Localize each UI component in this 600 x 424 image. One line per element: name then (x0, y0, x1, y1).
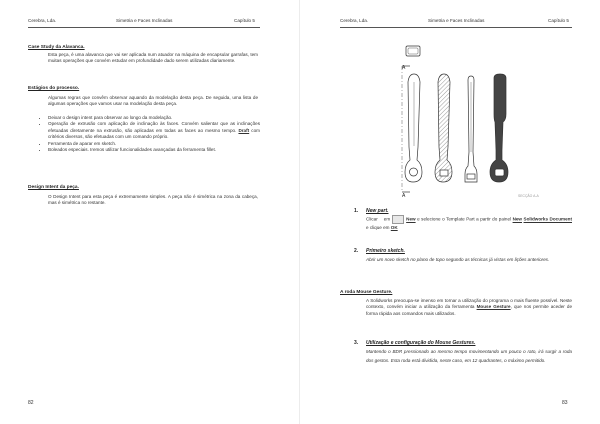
page-number: 82 (28, 400, 34, 406)
header-rule (28, 27, 260, 28)
header-chapter-title: Simetria e Faces Inclinadas (116, 18, 173, 23)
step-3-title: 3. Utilização e configuração do Mouse Gestures. (354, 340, 476, 346)
strategy-item: • Deixar o design intent para observar ao longo da modelação. (48, 115, 260, 121)
design-intent-heading: Design Intent da peça. (28, 185, 79, 190)
strategies-intro: Algumas regras que convêm observar aquando da modelação desta peça. De seguida, uma lista de algumas operações que vamos usar na modelação desta peça. (48, 95, 258, 107)
header-author: Cerebra, Lda. (28, 18, 57, 23)
right-page (300, 0, 600, 424)
header-author: Cerebra, Lda. (340, 18, 369, 23)
step-2-body: Abrir um novo sketch no plano de topo segundo as técnicas já vistas em lições anteriores. (366, 257, 550, 262)
section-label-top: A (402, 65, 406, 71)
mouse-gesture-body: A Solidworks preocupa-se imenso em tornar a utilização do programa o mais fluente possível. Neste contexto, convém iniciar a utilização da ferramenta Mouse Gesture, que nos permite aceder de forma rápida aos comandos mais utilizados. (366, 298, 573, 316)
lever-side-view (405, 74, 422, 182)
page-number: 83 (562, 400, 568, 406)
new-document-icon (392, 215, 404, 224)
strategies-heading: Estágios do processo. (28, 86, 80, 91)
mouse-gesture-keyword: Mouse Gesture (476, 304, 511, 310)
header-chapter: Capítulo 5 (548, 18, 569, 23)
mouse-gesture-heading: A roda Mouse Gesture. (340, 290, 393, 295)
strategy-item: • Boleados especiais. Iremos utilizar funcionalidades avançadas da ferramenta fillet. (48, 147, 260, 153)
step-3-body: Mantendo o BDR pressionado ao mesmo tempo movimentando um pouco o rato, irá surgir a roda dos gestos. Esta roda está dividida, neste caso, em 12 quadrantes, o máximo permitido. (366, 349, 572, 363)
figure-caption: SECÇÃO A-A (518, 194, 539, 198)
section-label-bottom: A (402, 193, 406, 199)
header-rule (340, 27, 572, 28)
case-study-heading: Case Study da Alavanca. (28, 45, 85, 50)
lever-section-view (435, 74, 452, 182)
lever-narrow-view (465, 76, 477, 182)
step-1-title: 1. New part. (354, 208, 389, 214)
header-chapter: Capítulo 5 (234, 18, 255, 23)
strategy-item: • Ferramenta de aparar em sketch. (48, 141, 260, 147)
lever-drawing (398, 42, 528, 202)
case-study-body: Esta peça, é uma alavanca que vai ser aplicada num atuador na máquina de encapsular garrafas, tem muitas operações que convém estudar em profundidade dado serem utilizadas diariamente. (48, 52, 258, 64)
strategy-item: • Operação de extrusão com aplicação de inclinação às faces. Convém salientar que as inclinações efetuadas diretamente na extrusão, são aplicadas em todas as faces ao mesmo tempo. Draft com critérios diversos, são efetuadas com um comando próprio. (48, 121, 260, 140)
lever-front-view (490, 74, 508, 182)
strategies-list (40, 115, 260, 153)
header-chapter-title: Simetria e Faces Inclinadas (428, 18, 485, 23)
step-1-body: Clicar em New e selecione o Template Part a partir do painel New Solidworks Document e clique em OK (366, 216, 572, 231)
step-2-title: 2. Primeiro sketch. (354, 248, 405, 254)
design-intent-body: O Design Intent para esta peça é extremamente simples. A peça não é simétrica na zona da cabeça, mas é simétrica no restante. (48, 194, 258, 206)
draft-keyword: Draft (238, 127, 250, 133)
